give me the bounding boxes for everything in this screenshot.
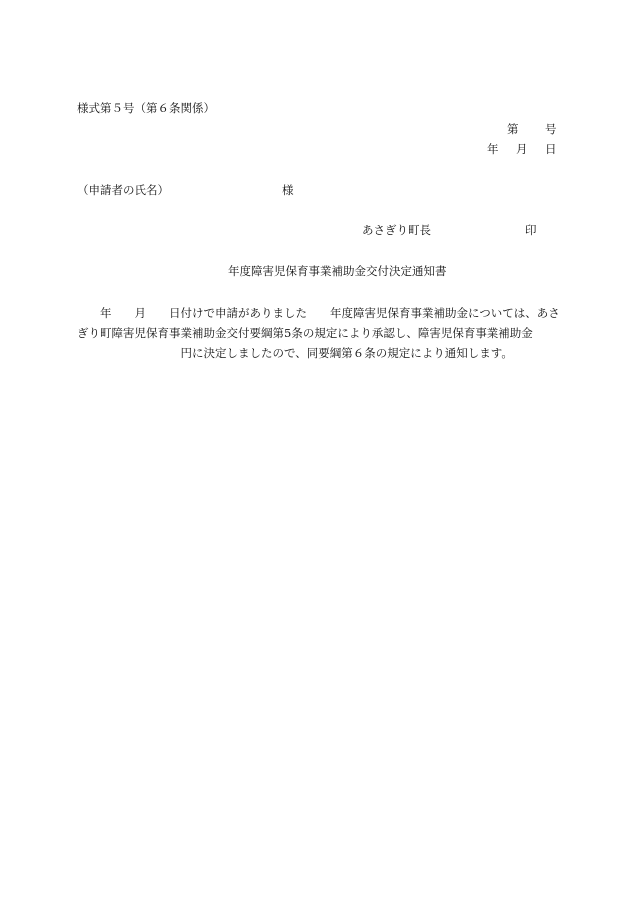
seal-mark: 印 xyxy=(525,223,537,237)
doc-number-label: 第 xyxy=(507,122,519,136)
issuer-name: あさぎり町長 xyxy=(362,223,431,237)
body-text-line: ぎり町障害児保育事業補助金交付要綱第5条の規定により承認し、障害児保育事業補助金 xyxy=(77,326,533,340)
document-title: 年度障害児保育事業補助金交付決定通知書 xyxy=(228,264,447,278)
date-day-label: 日 xyxy=(545,142,557,156)
form-label: 様式第５号（第６条関係） xyxy=(77,101,215,115)
date-year-label: 年 xyxy=(487,142,499,156)
date-month-label: 月 xyxy=(516,142,528,156)
doc-number-suffix: 号 xyxy=(545,122,557,136)
applicant-name-label: （申請者の氏名） xyxy=(77,183,169,197)
body-text-line: 円に決定しましたので、同要綱第６条の規定により通知します。 xyxy=(77,346,513,360)
body-text-line: 年 月 日付けで申請がありました 年度障害児保育事業補助金については、あさ xyxy=(77,306,560,320)
honorific: 様 xyxy=(282,183,294,197)
